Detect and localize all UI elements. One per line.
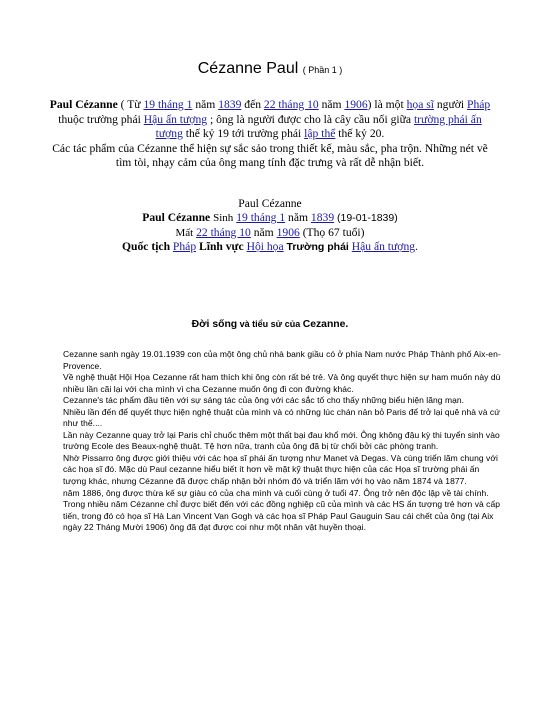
died-text: năm bbox=[250, 225, 277, 239]
infobox-born-row bbox=[60, 211, 480, 226]
link-1906[interactable]: 1906 bbox=[344, 98, 368, 111]
section-heading bbox=[0, 319, 540, 330]
bio-paragraph: Trong nhiều năm Cézanne chỉ được biết đến với các đồng nghiệp cũ của mình và các HS ấn tượng trẻ hơn và cấp tiến, trong đó có họa sĩ Hà Lan Vincent Van Gogh và các họa sĩ Pháp Paul Gauguin Sau cái chết của ông (tại Aix ngày 22 Tháng Mười 1906) ông đã đạt được coi như một nhân vật huyền thoại. bbox=[63, 499, 501, 533]
heading-part-1: Đời sống bbox=[191, 319, 238, 330]
intro-text: ) là một bbox=[367, 98, 407, 111]
link-born-date[interactable]: 19 tháng 1 bbox=[236, 210, 286, 224]
bio-paragraph: Nhiều lần đến để quyết thực hiện nghệ thuật của mình và có những lúc chán nản bỏ Paris để trở lại quê nhà và cứ như thế.... bbox=[63, 406, 500, 429]
intro-text: người bbox=[433, 98, 467, 111]
link-1839[interactable]: 1839 bbox=[218, 98, 242, 111]
died-age: (Thọ 67 tuổi) bbox=[299, 225, 365, 239]
intro-text: thế kỷ 20. bbox=[335, 127, 385, 141]
heading-part-2: và tiểu sử của bbox=[237, 319, 303, 329]
link-born-year[interactable]: 1839 bbox=[310, 210, 335, 224]
nationality-label: Quốc tịch bbox=[122, 240, 171, 254]
born-label: Sinh bbox=[213, 211, 234, 224]
died-label: Mất bbox=[175, 226, 194, 239]
intro-text: đến bbox=[241, 98, 264, 111]
infobox-details-row bbox=[60, 240, 480, 255]
biography-text bbox=[63, 349, 503, 534]
link-death-date[interactable]: 22 tháng 10 bbox=[263, 98, 319, 111]
link-died-date[interactable]: 22 tháng 10 bbox=[196, 225, 251, 239]
intro-section bbox=[44, 98, 496, 171]
intro-text: năm bbox=[318, 98, 345, 111]
bio-paragraph: Về nghệ thuật Hội Họa Cezanne rất ham thích khi ông còn rất bé trẻ. Và ông quyết thực hiện sự ham muốn này dù nhiều lần cãi lại với cha mình vì cha Cezanne muốn ông đi con đường khác. bbox=[63, 372, 501, 394]
bio-paragraph: Cezanne sanh ngày 19.01.1939 con của một ông chủ nhà bank giầu có ở phía Nam nước Pháp Thành phố Aix-en-Provence. bbox=[63, 349, 501, 371]
intro-paragraph-1 bbox=[44, 98, 496, 142]
intro-text: ; ông là người được cho là cây cầu nối giữa bbox=[207, 112, 414, 126]
link-died-year[interactable]: 1906 bbox=[276, 225, 300, 239]
infobox-name: Paul Cézanne bbox=[142, 210, 211, 224]
link-lap-the[interactable]: lập thể bbox=[304, 127, 336, 141]
infobox-died-row bbox=[60, 226, 480, 241]
title-part: ( Phần 1 ) bbox=[302, 65, 343, 75]
school-end: . bbox=[415, 240, 418, 254]
bio-paragraph: Nhờ Pissarro ông được giới thiệu với các họa sĩ phái ấn tượng như Manet và Degas. Và cùng triển lãm chung với các họa sĩ đó. Mặc dù Paul cezanne hiểu biết ít hơn về mặt kỹ thuật thực hiện của các Họa sĩ trường phái ấn tượng khác, nhưng Cézanne đã được chấp nhận bởi nhóm đó và triển lãm với họ vào năm 1874 và 1877. bbox=[63, 452, 498, 487]
link-phap[interactable]: Pháp bbox=[467, 98, 491, 111]
heading-part-3: Cezanne. bbox=[302, 319, 349, 330]
link-truong-phai-an-tuong[interactable]: trường phái ấn tượng bbox=[155, 112, 482, 141]
intro-text: thuộc trường phái bbox=[58, 112, 144, 126]
born-text: năm bbox=[285, 210, 311, 224]
intro-paragraph-2: Các tác phẩm của Cézanne thể hiện sự sắc sảo trong thiết kế, màu sắc, pha trộn. Những nét vẽ tìm tòi, nhạy cảm của ông mang tính đặc trưng và rất dễ nhận biết. bbox=[52, 141, 488, 170]
infobox bbox=[60, 197, 480, 255]
link-birth-date[interactable]: 19 tháng 1 bbox=[143, 98, 193, 111]
infobox-caption: Paul Cézanne bbox=[238, 197, 302, 210]
intro-text: thế kỷ 19 tới trường phái bbox=[182, 127, 305, 141]
link-school[interactable]: Hậu ấn tượng bbox=[351, 240, 416, 254]
link-field[interactable]: Hội họa bbox=[246, 240, 284, 254]
intro-text: ( Từ bbox=[117, 98, 144, 111]
bio-paragraph: năm 1886, ông được thừa kế sự giàu có của cha mình và cuối cùng ở tuổi 47. Ông trở nên độc lập về tài chính. bbox=[63, 487, 489, 498]
bio-paragraph: Cezanne's tác phẩm đầu tiên với sự sáng tác của ông với các sắc tố cho thấy những biểu hiện lãng mạn. bbox=[63, 395, 465, 406]
field-label: Lĩnh vực bbox=[199, 240, 244, 254]
link-nationality[interactable]: Pháp bbox=[172, 240, 197, 254]
link-hoa-si[interactable]: họa sĩ bbox=[406, 98, 434, 111]
intro-text: năm bbox=[192, 98, 219, 111]
page-title bbox=[0, 60, 540, 78]
link-hau-an-tuong[interactable]: Hậu ấn tượng bbox=[143, 112, 208, 126]
school-label: Trường phái bbox=[286, 241, 349, 254]
bio-paragraph: Lần này Cezanne quay trở lại Paris chỉ chuốc thêm một thất bại đau khổ mới. Ông không đậu kỳ thi tuyển sinh vào trường Ecole des Beaux-nghệ thuật. Tệ hơn nữa, tranh của ông đã bị từ chối bởi các phòng tranh. bbox=[63, 429, 500, 452]
intro-name: Paul Cézanne bbox=[49, 98, 118, 111]
title-main: Cézanne Paul bbox=[197, 60, 299, 77]
born-iso-date: (19-01-1839) bbox=[334, 211, 398, 224]
